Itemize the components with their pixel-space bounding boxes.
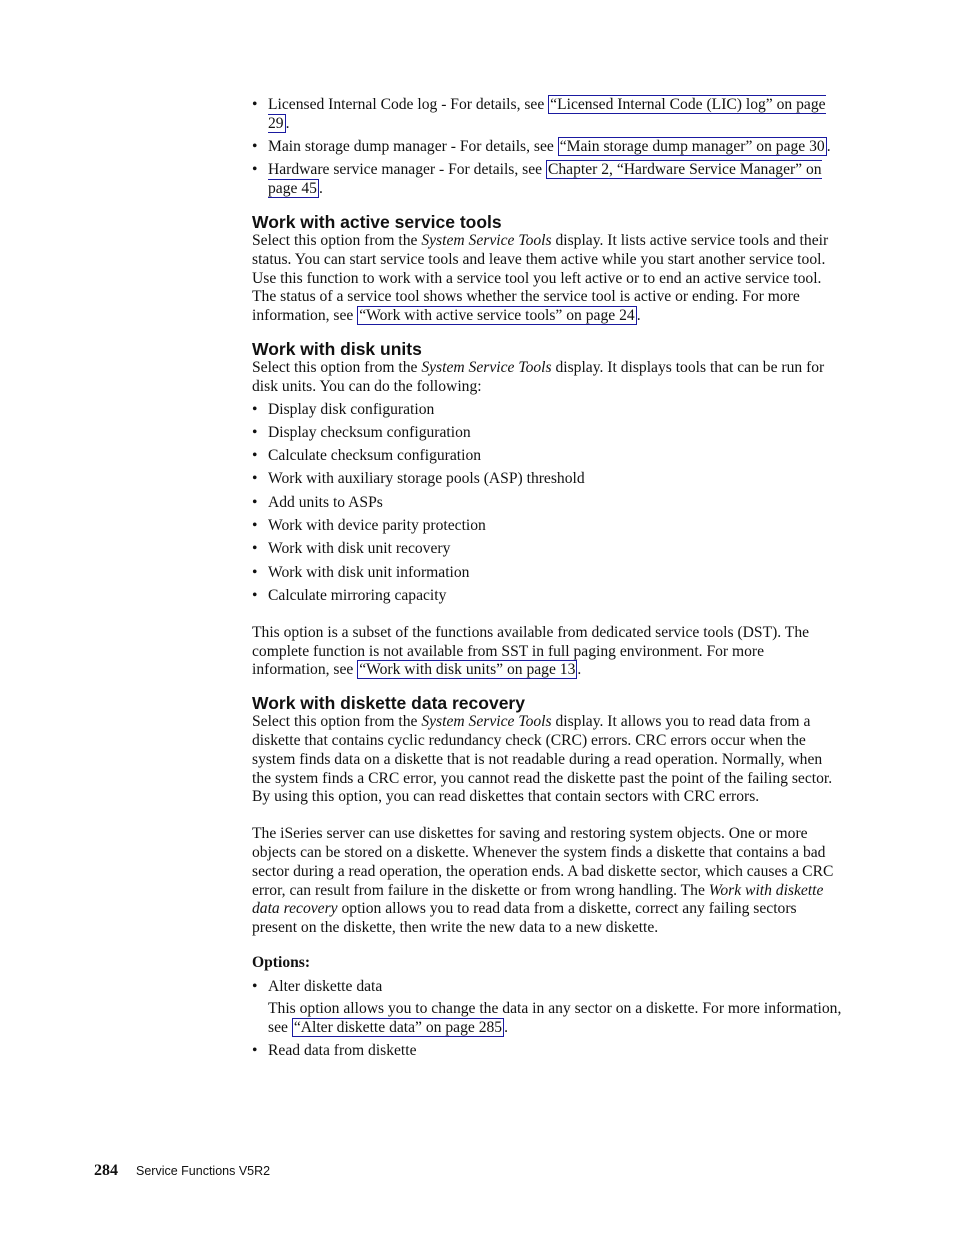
active-service-tools-link[interactable]: “Work with active service tools” on page 24 — [359, 307, 635, 325]
section-paragraph: This option is a subset of the functions available from dedicated service tools (DST). The complete function is not available from SST in full paging environment. For more information, see “Work with disk units” on page 13 . — [252, 623, 810, 679]
work-with-disk-units-link[interactable]: “Work with disk units” on page 13 — [359, 661, 576, 679]
list-item: • Alter diskette data This option allows you to change the data in any sector on a diskette. For more information, see “Alter diskette data” on page 285 . — [252, 978, 844, 1038]
section-paragraph: Select this option from the System Service Tools display. It displays tools that can be run for disk units. You can do the following: — [252, 358, 825, 395]
list-item: • Add units to ASPs — [252, 494, 844, 513]
option-description: This option allows you to change the data in any sector on a diskette. For more information, see “Alter diskette data” on page 285 . — [268, 1000, 842, 1037]
list-item: • Work with auxiliary storage pools (ASP) threshold — [252, 470, 844, 489]
section-heading-diskette-recovery: Work with diskette data recovery — [252, 693, 525, 714]
lic-log-link[interactable]: “Licensed Internal Code (LIC) log” on page 29 — [268, 96, 826, 132]
section-paragraph: The iSeries server can use diskettes for saving and restoring system objects. One or more objects can be stored on a diskette. Whenever the system finds a diskette that contains a bad sector during a read operation, the operation ends. A bad diskette sector, which causes a CRC error, can result from failure in the diskette or from wrong handling. The Work with diskette data recovery option allows you to read data from a diskette, correct any failing sectors present on the diskette, then write the new data to a new diskette. — [252, 825, 834, 937]
main-storage-dump-link[interactable]: “Main storage dump manager” on page 30 — [559, 138, 825, 156]
footer-title: Service Functions V5R2 — [136, 1164, 271, 1178]
list-item: • Work with device parity protection — [252, 517, 844, 536]
options-list — [252, 978, 844, 1061]
hardware-service-manager-link[interactable]: Chapter 2, “Hardware Service Manager” on page 45 — [268, 161, 822, 198]
alter-diskette-data-link[interactable]: “Alter diskette data” on page 285 — [293, 1019, 503, 1037]
section-heading-active-tools: Work with active service tools — [252, 211, 502, 232]
disk-units-list — [252, 401, 844, 606]
section-paragraph: Select this option from the System Service Tools display. It lists active service tools and their status. You can start service tools and leave them active while you start another service tool. Use this function to work with a service tool you left active or to end an active service tool. The status of a service tool shows whether the service tool is active or ending. For more information, see “Work with active service tools” on page 24 . — [252, 231, 829, 325]
section-paragraph: Select this option from the System Service Tools display. It allows you to read data from a diskette that contains cyclic redundancy check (CRC) errors. CRC errors occur when the system finds data on a diskette that is not readable during a read operation. Normally, when the system finds a CRC error, you cannot read the diskette past the point of the failing sector. By using this option, you can read diskettes that contain sectors with CRC errors. — [252, 713, 833, 806]
list-item: • Display disk configuration — [252, 401, 844, 420]
list-item: • Calculate checksum configuration — [252, 447, 844, 466]
list-item: • Work with disk unit information — [252, 564, 844, 583]
section-heading-disk-units: Work with disk units — [252, 338, 422, 359]
list-item: • Read data from diskette — [252, 1042, 844, 1061]
page-body — [252, 96, 844, 1061]
top-bullet-list — [252, 96, 844, 199]
options-label: Options: — [252, 953, 311, 971]
list-item: • Main storage dump manager - For details, see “Main storage dump manager” on page 30 . — [252, 138, 844, 157]
list-item: • Licensed Internal Code log - For details, see “Licensed Internal Code (LIC) log” on page 29 . — [252, 96, 844, 134]
list-item: • Hardware service manager - For details, see Chapter 2, “Hardware Service Manager” on page 45 . — [252, 161, 844, 199]
page-footer — [94, 1162, 270, 1180]
page-number: 284 — [94, 1162, 118, 1179]
list-item: • Calculate mirroring capacity — [252, 587, 844, 606]
list-item: • Work with disk unit recovery — [252, 540, 844, 559]
list-item: • Display checksum configuration — [252, 424, 844, 443]
